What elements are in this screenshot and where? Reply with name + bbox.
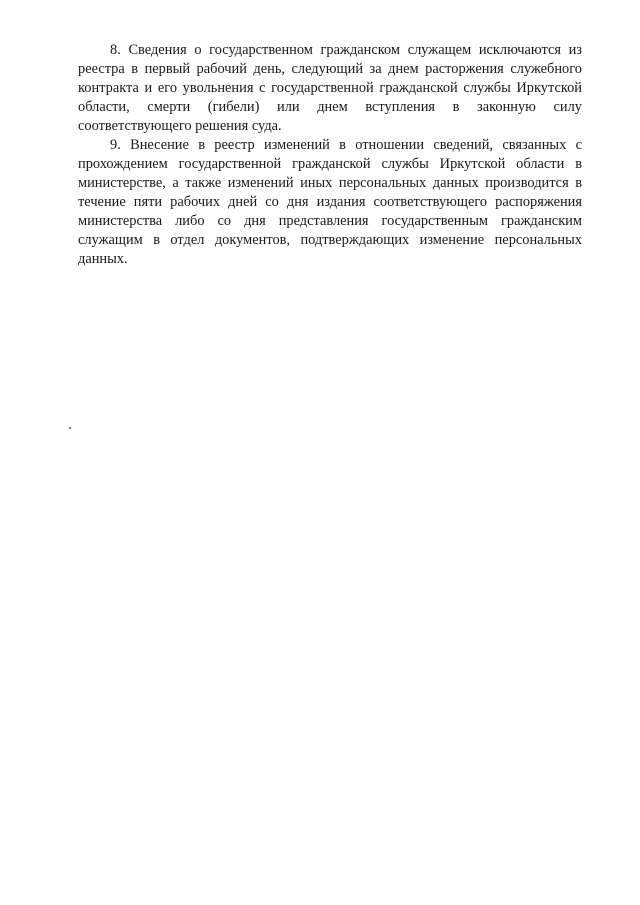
paragraph-8: 8. Сведения о государственном гражданском служащем исключаются из реестра в первый рабочий день, следующий за днем расторжения служебного контракта и его увольнения с государственной гражданской службы Иркутской области, смерти (гибели) или днем вступления в законную силу соответствующего решения суда. xyxy=(78,42,582,134)
paragraph-9: 9. Внесение в реестр изменений в отношении сведений, связанных с прохождением государственной гражданской службы Иркутской области в министерстве, а также изменений иных персональных данных производится в течение пяти рабочих дней со дня издания соответствующего распоряжения министерства либо со дня представления государственным гражданским служащим в отдел документов, подтверждающих изменение персональных данных. xyxy=(78,137,582,267)
document-body xyxy=(78,41,582,269)
scan-speck xyxy=(69,427,71,429)
